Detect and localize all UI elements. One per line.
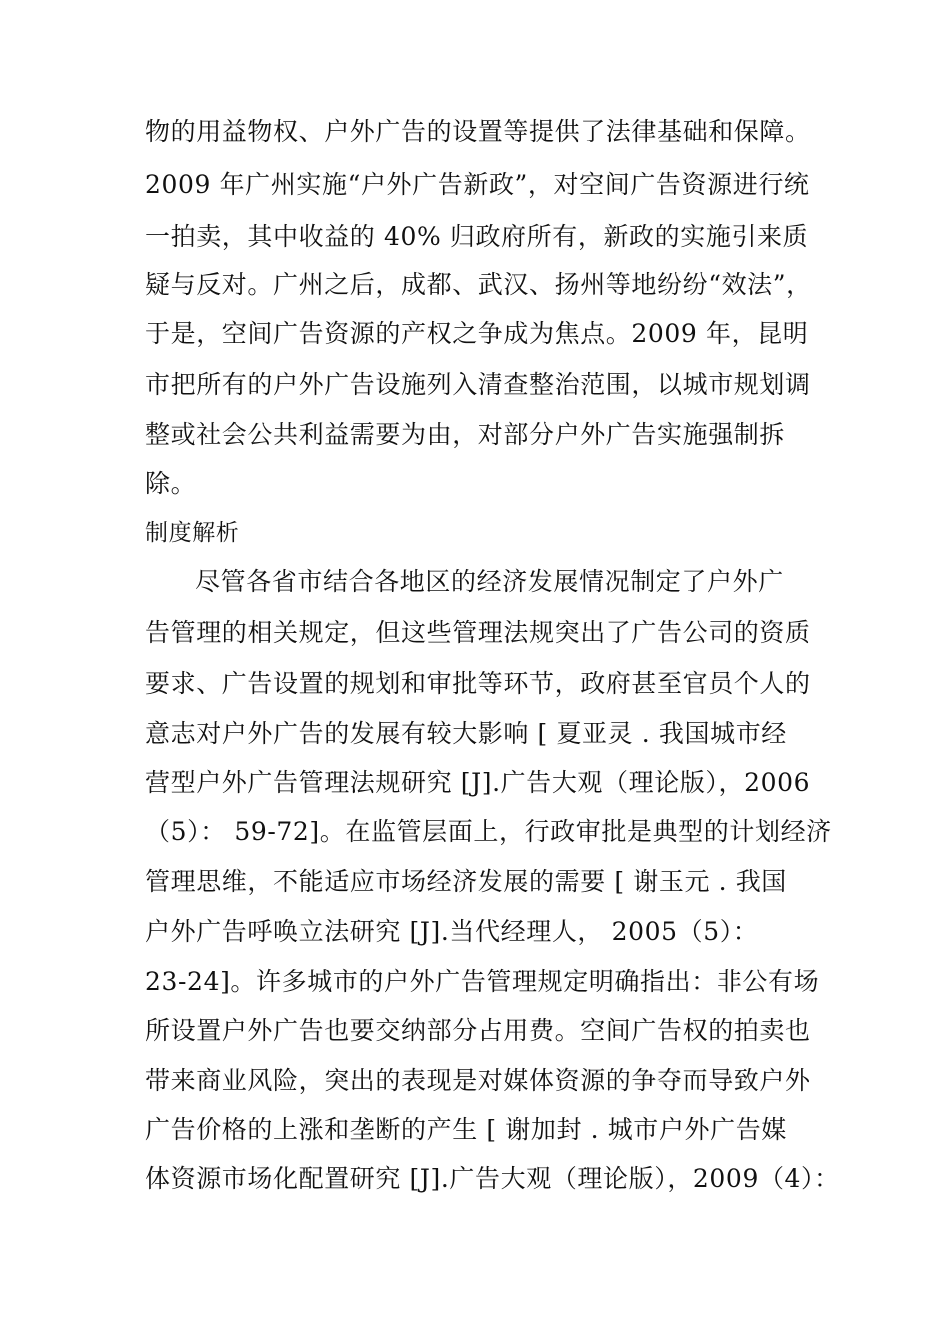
paragraph-2-line: 要求、广告设置的规划和审批等环节，政府甚至官员个人的: [145, 669, 811, 698]
section-heading: 制度解析: [145, 520, 240, 546]
paragraph-1-line: 一拍卖，其中收益的 40% 归政府所有，新政的实施引来质: [145, 222, 809, 251]
paragraph-2-line: 所设置户外广告也要交纳部分占用费。空间广告权的拍卖也: [145, 1016, 811, 1045]
paragraph-2-line: 带来商业风险，突出的表现是对媒体资源的争夺而导致户外: [145, 1066, 811, 1095]
paragraph-1-line: 疑与反对。广州之后，成都、武汉、扬州等地纷纷“效法”，: [145, 270, 812, 299]
paragraph-2-line: 户外广告呼唤立法研究 [J].当代经理人， 2005（5）：: [145, 917, 759, 946]
paragraph-2-line: 营型户外广告管理法规研究 [J].广告大观（理论版），2006: [145, 768, 811, 797]
paragraph-1-line: 物的用益物权、户外广告的设置等提供了法律基础和保障。: [145, 117, 811, 146]
paragraph-2-line: 23-24]。许多城市的户外广告管理规定明确指出：非公有场: [145, 967, 820, 996]
paragraph-2-line: 意志对户外广告的发展有较大影响 [ 夏亚灵 . 我国城市经: [145, 719, 787, 748]
paragraph-1-line: 市把所有的户外广告设施列入清查整治范围，以城市规划调: [145, 370, 811, 399]
paragraph-2-line: 尽管各省市结合各地区的经济发展情况制定了户外广: [195, 567, 784, 596]
paragraph-1-line: 2009 年广州实施“户外广告新政”，对空间广告资源进行统: [145, 170, 810, 199]
paragraph-1-line: 整或社会公共利益需要为由，对部分户外广告实施强制拆: [145, 420, 786, 449]
paragraph-2-line: 体资源市场化配置研究 [J].广告大观（理论版），2009（4）：: [145, 1164, 840, 1193]
paragraph-1-line: 除。: [145, 469, 197, 498]
paragraph-2-line: 管理思维，不能适应市场经济发展的需要 [ 谢玉元 . 我国: [145, 867, 787, 896]
paragraph-2-line: 广告价格的上涨和垄断的产生 [ 谢加封 . 城市户外广告媒: [145, 1115, 787, 1144]
paragraph-1-line: 于是，空间广告资源的产权之争成为焦点。2009 年，昆明: [145, 319, 809, 348]
paragraph-2-line: 告管理的相关规定，但这些管理法规突出了广告公司的资质: [145, 618, 811, 647]
paragraph-2-line: （5）： 59-72]。在监管层面上，行政审批是典型的计划经济: [145, 817, 832, 846]
